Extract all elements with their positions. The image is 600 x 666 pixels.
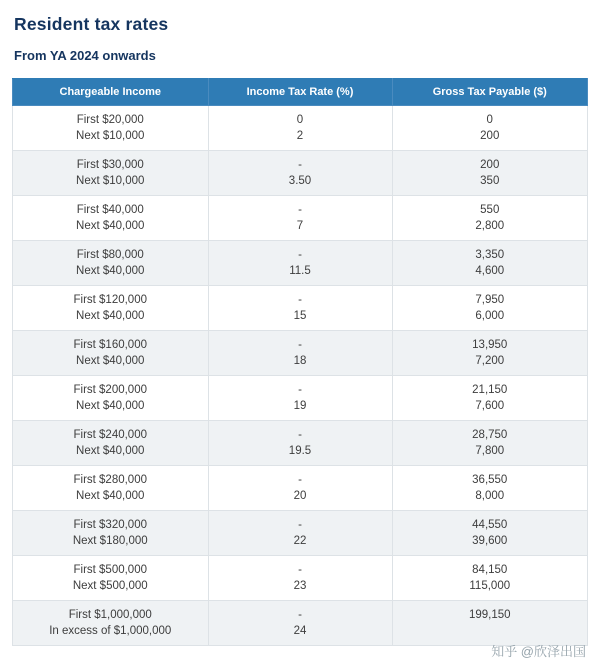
income-cell [13, 286, 209, 331]
cell-line: First $200,000 [73, 384, 147, 396]
table-row [13, 511, 588, 556]
income-cell [13, 376, 209, 421]
column-header-gross-tax-payable: Gross Tax Payable ($) [392, 79, 588, 106]
cell-line: 84,150 [472, 564, 508, 576]
cell-line: In excess of $1,000,000 [49, 625, 172, 637]
cell-line: First $160,000 [73, 339, 147, 351]
cell-line: 2 [296, 130, 304, 142]
page-title: Resident tax rates [14, 14, 169, 34]
cell-line: Next $10,000 [76, 175, 145, 187]
cell-line: 44,550 [472, 519, 508, 531]
cell-line: 550 [480, 204, 500, 216]
tax-cell [392, 196, 588, 241]
cell-line: First $320,000 [73, 519, 147, 531]
cell-line: 8,000 [475, 490, 505, 502]
cell-line: 6,000 [475, 310, 505, 322]
income-cell [13, 466, 209, 511]
cell-line: First $30,000 [76, 159, 144, 171]
income-cell [13, 331, 209, 376]
zhihu-watermark: 知乎 @欣泽出国 [491, 644, 586, 659]
cell-line: Next $500,000 [72, 580, 148, 592]
table-row [13, 601, 588, 646]
tax-cell [392, 106, 588, 151]
income-cell [13, 511, 209, 556]
cell-line: First $280,000 [73, 474, 147, 486]
cell-line: 200 [480, 130, 500, 142]
tax-cell [392, 241, 588, 286]
cell-line: - [298, 249, 302, 261]
cell-line: - [298, 294, 302, 306]
cell-line: 28,750 [472, 429, 508, 441]
cell-line: 7,200 [475, 355, 505, 367]
tax-cell [392, 376, 588, 421]
cell-line: 11.5 [289, 265, 311, 277]
cell-line: First $20,000 [76, 114, 144, 126]
cell-line: 199,150 [468, 609, 511, 621]
cell-line: First $240,000 [73, 429, 147, 441]
tax-cell [392, 286, 588, 331]
cell-line: - [298, 564, 302, 576]
rate-cell [208, 421, 392, 466]
column-header-income-tax-rate: Income Tax Rate (%) [208, 79, 392, 106]
cell-line: - [298, 339, 302, 351]
cell-line: 0 [296, 114, 304, 126]
cell-line: 22 [293, 535, 307, 547]
header-row [13, 79, 588, 106]
cell-line: First $120,000 [73, 294, 147, 306]
table-row [13, 106, 588, 151]
cell-line: Next $40,000 [76, 355, 145, 367]
cell-line: 2,800 [475, 220, 505, 232]
cell-line: First $40,000 [76, 204, 144, 216]
cell-line: 7,800 [475, 445, 505, 457]
rate-cell [208, 511, 392, 556]
income-cell [13, 601, 209, 646]
cell-line: 4,600 [475, 265, 505, 277]
table-row [13, 466, 588, 511]
cell-line: - [298, 384, 302, 396]
tax-cell [392, 556, 588, 601]
cell-line: - [298, 429, 302, 441]
tax-rates-table [12, 78, 588, 646]
cell-line: - [298, 474, 302, 486]
income-cell [13, 196, 209, 241]
table-row [13, 421, 588, 466]
rate-cell [208, 286, 392, 331]
table-row [13, 376, 588, 421]
rate-cell [208, 241, 392, 286]
cell-line: 7 [296, 220, 304, 232]
table-row [13, 286, 588, 331]
cell-line: 200 [480, 159, 500, 171]
rate-cell [208, 376, 392, 421]
cell-line: Next $180,000 [72, 535, 148, 547]
cell-line: Next $40,000 [76, 265, 145, 277]
cell-line: 350 [480, 175, 500, 187]
cell-line: 13,950 [472, 339, 508, 351]
page-subtitle: From YA 2024 onwards [14, 48, 156, 63]
cell-line: 0 [486, 114, 493, 126]
cell-line: - [298, 159, 302, 171]
cell-line: Next $40,000 [76, 220, 145, 232]
cell-line: 7,600 [475, 400, 505, 412]
rate-cell [208, 196, 392, 241]
table-body [13, 106, 588, 646]
cell-line: Next $40,000 [76, 310, 145, 322]
table-row [13, 241, 588, 286]
cell-line: 39,600 [472, 535, 508, 547]
income-cell [13, 241, 209, 286]
table-row [13, 331, 588, 376]
income-cell [13, 151, 209, 196]
cell-line: 24 [293, 625, 307, 637]
tax-cell [392, 601, 588, 646]
cell-line: - [298, 519, 302, 531]
rate-cell [208, 601, 392, 646]
cell-line: First $500,000 [73, 564, 147, 576]
income-cell [13, 106, 209, 151]
table-row [13, 196, 588, 241]
cell-line: 19.5 [288, 445, 312, 457]
rate-cell [208, 331, 392, 376]
rate-cell [208, 556, 392, 601]
income-cell [13, 556, 209, 601]
cell-line: First $80,000 [76, 249, 144, 261]
cell-line: 23 [293, 580, 307, 592]
rate-cell [208, 106, 392, 151]
cell-line: 15 [293, 310, 307, 322]
cell-line: 20 [293, 490, 307, 502]
cell-line: 36,550 [472, 474, 508, 486]
tax-cell [392, 331, 588, 376]
tax-cell [392, 466, 588, 511]
cell-line: Next $40,000 [76, 490, 145, 502]
cell-line: 18 [293, 355, 307, 367]
income-cell [13, 421, 209, 466]
cell-line: - [298, 609, 302, 621]
column-header-chargeable-income: Chargeable Income [13, 79, 209, 106]
table-row [13, 151, 588, 196]
tax-cell [392, 511, 588, 556]
cell-line: Next $10,000 [76, 130, 145, 142]
tax-cell [392, 421, 588, 466]
cell-line: - [298, 204, 302, 216]
cell-line: Next $40,000 [76, 400, 145, 412]
cell-line: 3,350 [475, 249, 505, 261]
cell-line: 115,000 [469, 580, 511, 592]
cell-line: 21,150 [472, 384, 508, 396]
cell-line: Next $40,000 [76, 445, 145, 457]
cell-line: 19 [293, 400, 307, 412]
cell-line [397, 623, 584, 639]
table-header [13, 79, 588, 106]
rate-cell [208, 151, 392, 196]
tax-cell [392, 151, 588, 196]
cell-line: First $1,000,000 [68, 609, 152, 621]
cell-line: 3.50 [288, 175, 312, 187]
rate-cell [208, 466, 392, 511]
table-row [13, 556, 588, 601]
cell-line: 7,950 [475, 294, 505, 306]
